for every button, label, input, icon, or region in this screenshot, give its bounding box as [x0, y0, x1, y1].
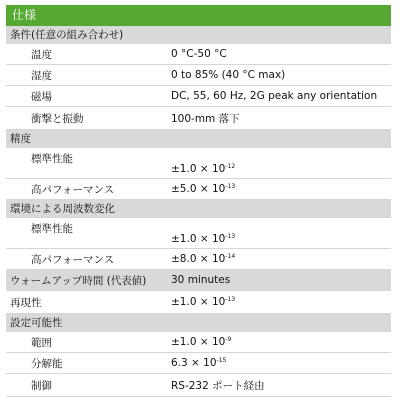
- section-label: 条件(任意の組み合わせ): [10, 29, 124, 41]
- spec-row-accuracy-high: [6, 179, 391, 200]
- spec-label: 分解能: [31, 357, 63, 370]
- spec-label: 温度: [31, 48, 52, 61]
- section-accuracy: [6, 130, 391, 148]
- spec-label: 衝撃と振動: [31, 112, 84, 125]
- spec-label: 標準性能: [31, 223, 73, 235]
- spec-value: $\pm 8.0 \times 10^{-14}$: [171, 253, 236, 265]
- spec-label: 再現性: [10, 296, 42, 309]
- table-title: 仕様: [6, 5, 391, 26]
- spec-value: DC, 55, 60 Hz, 2G peak any orientation: [171, 90, 378, 102]
- spec-value: $\pm 1.0 \times 10^{-9}$: [171, 336, 232, 348]
- spec-row-control: [6, 374, 391, 397]
- spec-value: RS-232 ポート経由: [171, 379, 265, 392]
- spec-row-temperature: [6, 44, 391, 65]
- spec-value: 0 to 85% (40 °C max): [171, 69, 286, 81]
- spec-row-range: [6, 332, 391, 353]
- spec-row-reproducibility: [6, 291, 391, 314]
- section-configurability: [6, 314, 391, 332]
- spec-row-humidity: [6, 65, 391, 86]
- section-label: 設定可能性: [10, 317, 63, 329]
- spec-label: 高パフォーマンス: [31, 183, 115, 196]
- spec-label: 高パフォーマンス: [31, 253, 115, 266]
- spec-label: 標準性能: [31, 153, 73, 165]
- spec-row-warmup: [6, 270, 391, 291]
- section-label: 精度: [10, 133, 31, 145]
- spec-label: ウォームアップ時間 (代表値): [10, 274, 147, 287]
- spec-value: $\pm 1.0 \times 10^{-12}$: [171, 163, 236, 175]
- spec-row-shock: [6, 107, 391, 130]
- section-conditions: [6, 26, 391, 44]
- spec-value: $\pm 1.0 \times 10^{-13}$: [171, 233, 236, 245]
- spec-row-resolution: [6, 353, 391, 374]
- spec-table: [6, 5, 391, 397]
- section-env-frequency: [6, 200, 391, 218]
- spec-label: 磁場: [31, 90, 52, 103]
- spec-value: $6.3 \times 10^{-15}$: [171, 357, 227, 369]
- spec-row-env-high: [6, 249, 391, 270]
- spec-label: 湿度: [31, 69, 52, 82]
- spec-label: 範囲: [31, 336, 52, 349]
- spec-value: $\pm 1.0 \times 10^{-13}$: [171, 296, 236, 308]
- section-label: 環境による周波数変化: [10, 203, 115, 215]
- spec-value: 0 °C-50 °C: [171, 48, 227, 60]
- spec-value: $\pm 5.0 \times 10^{-13}$: [171, 183, 236, 195]
- spec-label: 制御: [31, 379, 52, 392]
- spec-value: 30 minutes: [171, 274, 231, 286]
- spec-row-magnetic: [6, 86, 391, 107]
- spec-row-accuracy-standard: [6, 148, 391, 179]
- spec-value: 100-mm 落下: [171, 112, 240, 125]
- spec-row-env-standard: [6, 218, 391, 249]
